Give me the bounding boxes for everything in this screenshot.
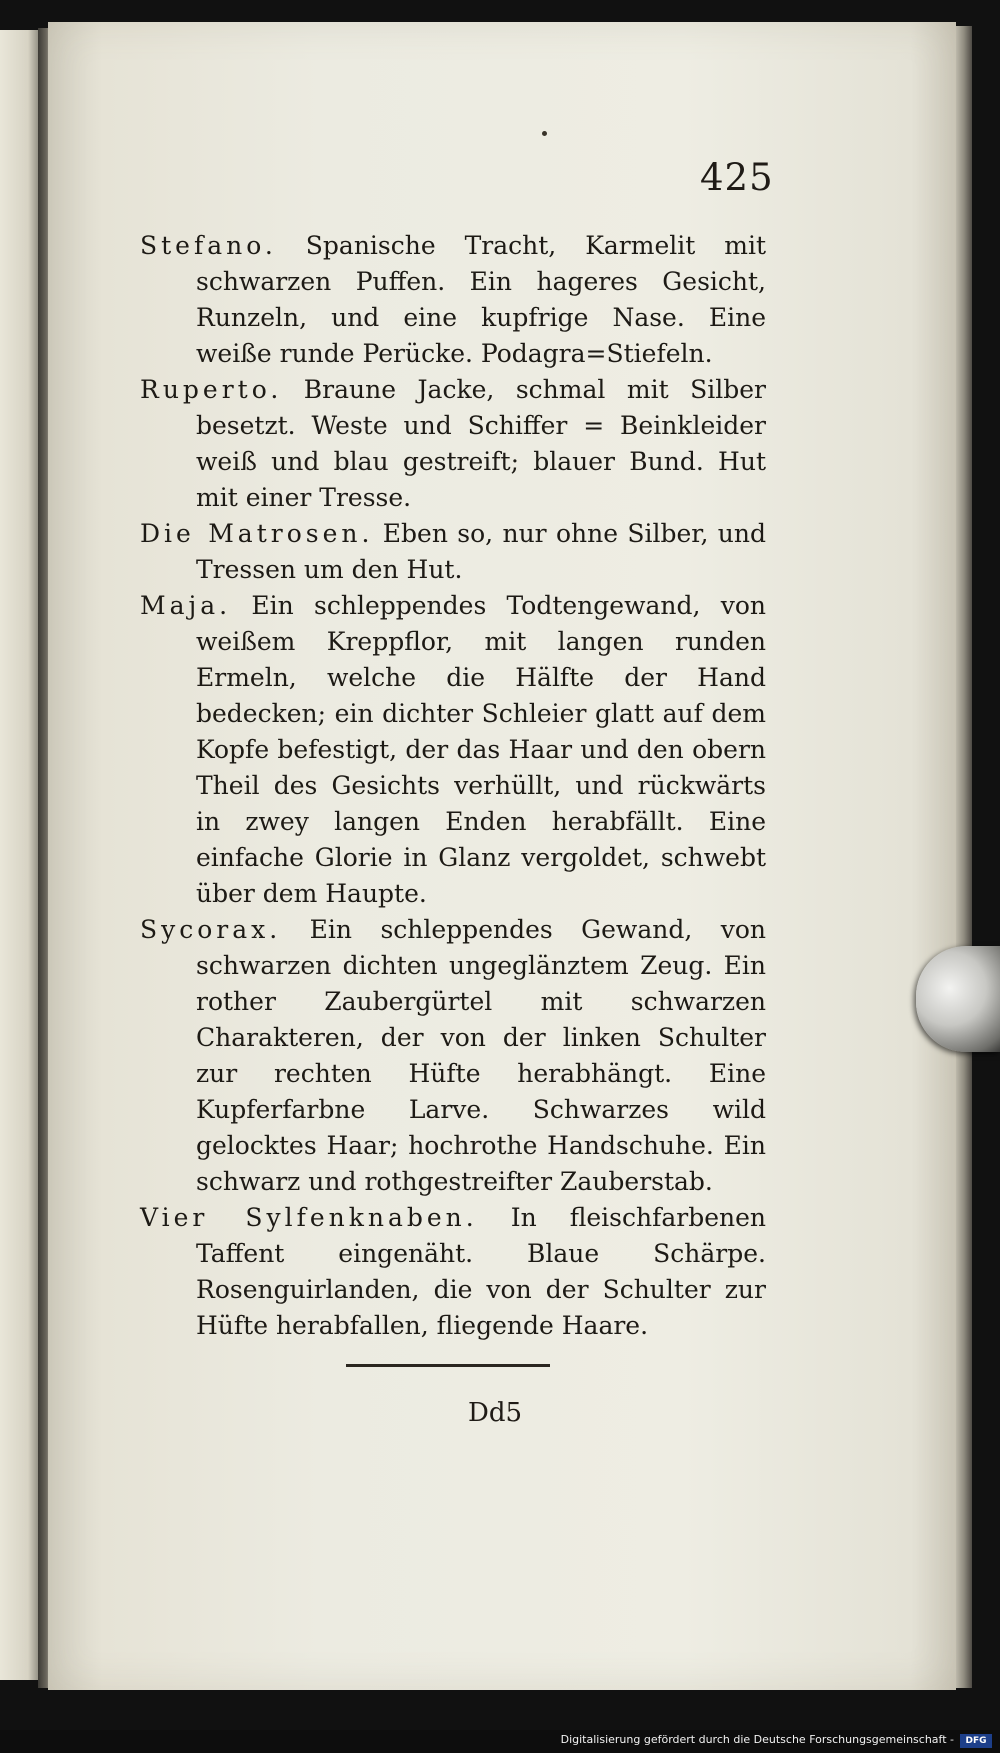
character-name: Stefano. <box>140 231 277 260</box>
entry-matrosen <box>140 516 766 588</box>
entry-sycorax <box>140 912 766 1200</box>
entry-maja <box>140 588 766 912</box>
horizontal-rule <box>346 1364 550 1367</box>
page-edge-shadow <box>956 26 972 1688</box>
digitization-credit: Digitalisierung gefördert durch die Deutsche Forschungsgemeinschaft - <box>560 1733 954 1746</box>
signature-mark: Dd5 <box>468 1398 523 1428</box>
book-clip <box>916 946 1000 1052</box>
entry-ruperto <box>140 372 766 516</box>
page-number: 425 <box>700 156 774 199</box>
costume-list <box>140 228 766 1344</box>
entry-text: Ein schleppendes Gewand, von schwarzen dichten ungeglänztem Zeug. Ein rother Zaubergürtel mit schwarzen Charakteren, der von der linken Schulter zur rechten Hüfte herabhängt. Eine Kupferfarbne Larve. Schwarzes wild gelocktes Haar; hochrothe Handschuhe. Ein schwarz und rothgestreifter Zauberstab. <box>196 915 766 1196</box>
character-name: Vier Sylfenknaben. <box>140 1203 478 1232</box>
entry-text: In fleischfarbenen Taffent eingenäht. Blaue Schärpe. Rosenguirlanden, die von der Schulter zur Hüfte herabfallen, fliegende Haare. <box>196 1203 766 1340</box>
entry-stefano <box>140 228 766 372</box>
entry-text: Eben so, nur ohne Silber, und Tressen um den Hut. <box>196 519 766 584</box>
entry-text: Ein schleppendes Todtengewand, von weißem Kreppflor, mit langen runden Ermeln, welche die Hälfte der Hand bedecken; ein dichter Schleier glatt auf dem Kopfe befestigt, der das Haar und den obern Theil des Gesichts verhüllt, und rückwärts in zwey langen Enden herabfällt. Eine einfache Glorie in Glanz vergoldet, schwebt über dem Haupte. <box>196 591 766 908</box>
character-name: Maja. <box>140 591 232 620</box>
ink-spot <box>542 131 547 136</box>
entry-text: Spanische Tracht, Karmelit mit schwarzen Puffen. Ein hageres Gesicht, Runzeln, und eine kupfrige Nase. Eine weiße runde Perücke. Podagra=Stiefeln. <box>196 231 766 368</box>
entry-sylfenknaben <box>140 1200 766 1344</box>
left-page-edge <box>0 30 40 1680</box>
dfg-logo: DFG <box>960 1734 992 1748</box>
character-name: Ruperto. <box>140 375 283 404</box>
entry-text: Braune Jacke, schmal mit Silber besetzt. Weste und Schiffer = Beinkleider weiß und blau gestreift; blauer Bund. Hut mit einer Tresse. <box>196 375 767 512</box>
character-name: Sycorax. <box>140 915 282 944</box>
character-name: Die Matrosen. <box>140 519 374 548</box>
